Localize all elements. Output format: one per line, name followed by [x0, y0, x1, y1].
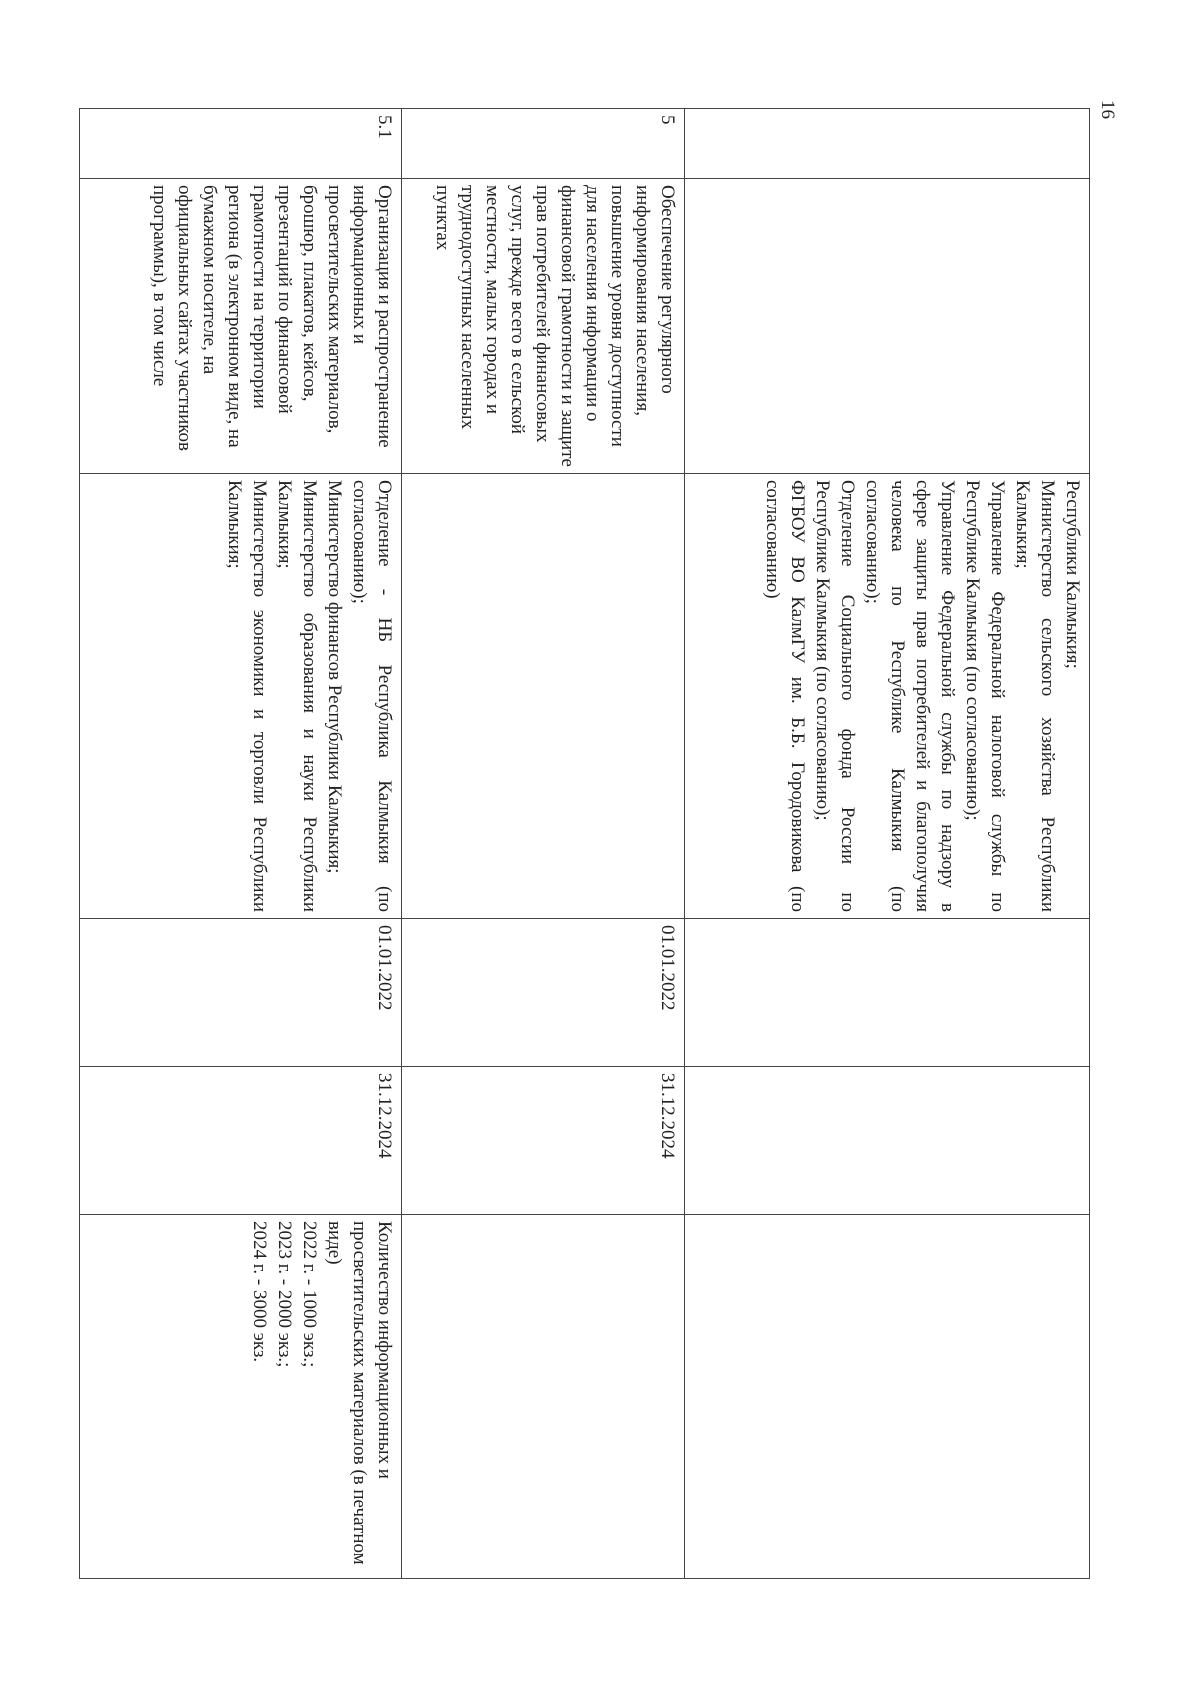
start-date-cell — [685, 919, 1090, 1067]
executor-line: Министерство сельского хозяйства Республики Калмыкия; — [1012, 480, 1058, 912]
table-row-5-1 — [80, 109, 402, 1579]
rotated-table-sheet — [80, 108, 1090, 1578]
row-number-cell: 5.1 — [80, 109, 402, 179]
indicator-cell — [685, 1215, 1090, 1579]
end-date-cell: 31.12.2024 — [402, 1067, 685, 1215]
executors-cell — [80, 474, 402, 919]
executors-cell — [685, 474, 1090, 919]
executor-line: ФГБОУ ВО КалмГУ им. Б.Б. Городовикова (по согласованию) — [762, 480, 808, 912]
row-number-cell — [685, 109, 1090, 179]
activity-name-cell — [685, 179, 1090, 474]
end-date-cell: 31.12.2024 — [80, 1067, 402, 1215]
indicator-cell — [402, 1215, 685, 1579]
action-plan-table — [79, 108, 1090, 1579]
executor-line: Отделение Социального фонда России по Республике Калмыкия (по согласованию); — [812, 480, 858, 912]
indicator-line: 2024 г. - 3000 экз. — [249, 1221, 270, 1363]
indicator-line: Количество информационных и просветительских материалов (в печатном виде) — [324, 1221, 395, 1565]
executor-line: Отделение - НБ Республика Калмыкия (по согласованию); — [349, 480, 395, 912]
executor-line: Управление Федеральной службы по надзору в сфере защиты прав потребителей и благополучия человека по Республике Калмыкия (по согласованию); — [862, 480, 958, 912]
table-row-5 — [402, 109, 685, 1579]
table-row-continuation — [685, 109, 1090, 1579]
indicator-line: 2022 г. - 1000 экз.; — [299, 1221, 320, 1368]
activity-name-cell: Организация и распространение информационных и просветительских материалов, брошюр, плакатов, кейсов, презентаций по финансовой грамотности на территории региона (в электронном виде, на бумажном носителе, на официальных сайтах участников программы), в том числе — [80, 179, 402, 474]
page-number: 16 — [1097, 100, 1118, 119]
end-date-cell — [685, 1067, 1090, 1215]
indicator-line: 2023 г. - 2000 экз.; — [274, 1221, 295, 1368]
activity-name-cell: Обеспечение регулярного информирования населения, повышение уровня доступности для населения информации о финансовой грамотности и защите прав потребителей финансовых услуг, прежде всего в сельской местности, малых городах и труднодоступных населенных пунктах — [402, 179, 685, 474]
executor-line: Министерство финансов Республики Калмыкия; — [324, 480, 345, 874]
executors-cell — [402, 474, 685, 919]
indicator-cell — [80, 1215, 402, 1579]
row-number-cell: 5 — [402, 109, 685, 179]
executor-line: Министерство образования и науки Республики Калмыкия; — [274, 480, 320, 912]
start-date-cell: 01.01.2022 — [402, 919, 685, 1067]
executor-line: Управление Федеральной налоговой службы по Республике Калмыкия (по согласованию); — [962, 480, 1008, 912]
executor-line: Республики Калмыкия; — [1062, 480, 1083, 669]
executor-line: Министерство экономики и торговли Республики Калмыкия; — [224, 480, 270, 912]
start-date-cell: 01.01.2022 — [80, 919, 402, 1067]
